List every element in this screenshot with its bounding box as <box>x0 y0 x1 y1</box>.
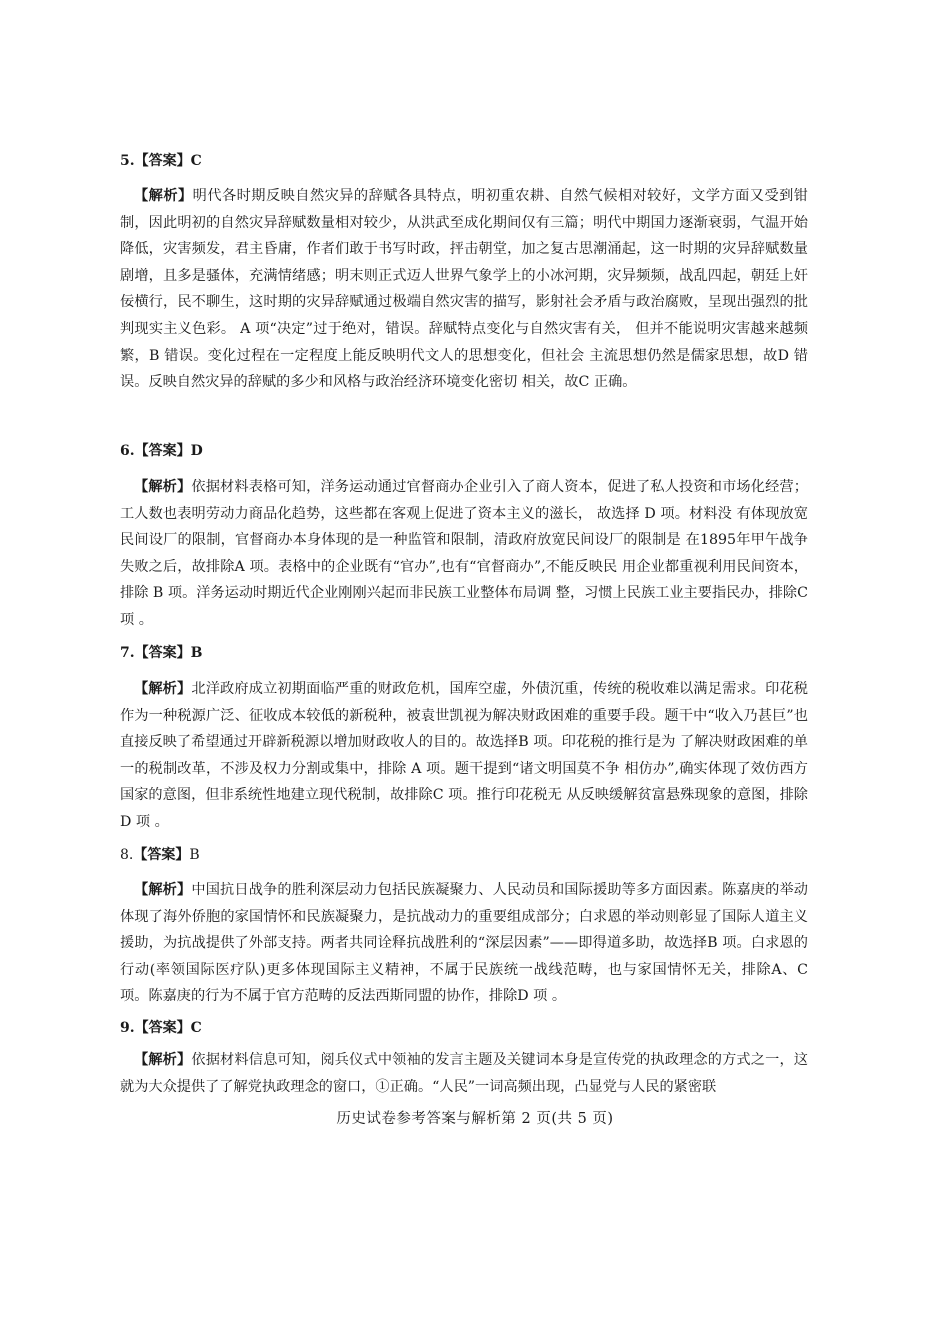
analysis-text: 中国抗日战争的胜利深层动力包括民族凝聚力、人民动员和国际援助等多方面因素。陈嘉庚的举动体现了海外侨胞的家国情怀和民族凝聚力，是抗战动力的重要组成部分；白求恩的举动则彰显了国际人道主义援助，为抗战提供了外部支持。两者共同诠释抗战胜利的“深层因素”——即得道多助，故选择B 项。白求恩的行动(率领国际医疗队)更多体现国际主义精神，不属于民族统一战线范畴，也与家国情怀无关，排除A、C 项。陈嘉庚的行为不属于官方范畴的反法西斯同盟的协作，排除D 项 。 <box>120 882 808 1005</box>
answer-line-7 <box>120 643 202 663</box>
analysis-paragraph-6 <box>120 474 808 634</box>
answer-label: 【答案】 <box>134 1020 191 1036</box>
answer-value: B <box>190 645 203 661</box>
analysis-paragraph-9 <box>120 1047 808 1100</box>
answer-label: 【答案】 <box>134 645 191 661</box>
analysis-text: 明代各时期反映自然灾异的辞赋各具特点，明初重农耕、自然气候相对较好，文学方面又受到钳制，因此明初的自然灾异辞赋数量相对较少，从洪武至成化期间仅有三篇；明代中期国力逐渐衰弱，气温开始降低，灾害频发，君主昏庸，作者们敢于书写时政，抨击朝堂，加之复古思潮涌起，这一时期的灾异辞赋数量剧增，且多是骚体，充满情绪感；明末则正式迈人世界气象学上的小冰河期，灾异频频，战乱四起，朝廷上奸佞横行，民不聊生，这时期的灾异辞赋通过极端自然灾害的描写，影射社会矛盾与政治腐败，呈现出强烈的批判现实主义色彩。 A 项“决定”过于绝对，错误。辞赋特点变化与自然灾害有关， 但并不能说明灾害越来越频繁，B 错误。变化过程在一定程度上能反映明代文人的思想变化，但社会 主流思想仍然是儒家思想，故D 错误。反映自然灾异的辞赋的多少和风格与政治经济环境变化密切 相关，故C 正确。 <box>120 188 808 391</box>
analysis-paragraph-7 <box>120 676 808 836</box>
analysis-label: 【解析】 <box>134 1052 192 1068</box>
question-number: 5. <box>120 153 135 169</box>
answer-value: D <box>190 443 203 459</box>
answer-line-6 <box>120 441 203 461</box>
answer-label: 【答案】 <box>133 847 190 863</box>
analysis-label: 【解析】 <box>134 681 192 697</box>
question-number: 6. <box>120 443 135 459</box>
answer-label: 【答案】 <box>134 153 191 169</box>
answer-value: C <box>190 153 202 169</box>
analysis-text: 北洋政府成立初期面临严重的财政危机，国库空虚，外债沉重，传统的税收难以满足需求。印花税作为一种税源广泛、征收成本较低的新税种，被袁世凯视为解决财政困难的重要手段。题干中“收入乃甚巨”也直接反映了希望通过开辟新税源以增加财政收人的目的。故选择B 项。印花税的推行是为 了解决财政困难的单一的税制改革，不涉及权力分割或集中，排除 A 项。题干提到“诸文明国莫不争 相仿办”,确实体现了效仿西方国家的意图，但非系统性地建立现代税制，故排除C 项。推行印花税无 从反映缓解贫富悬殊现象的意图，排除D 项 。 <box>120 681 808 830</box>
answer-line-8 <box>120 845 200 865</box>
answer-value: C <box>190 1020 202 1036</box>
analysis-paragraph-8 <box>120 877 808 1010</box>
page-footer: 历史试卷参考答案与解析第 2 页(共 5 页) <box>336 1111 614 1127</box>
answer-line-5 <box>120 151 202 171</box>
question-number: 7. <box>120 645 135 661</box>
analysis-paragraph-5 <box>120 183 808 396</box>
analysis-label: 【解析】 <box>134 882 192 898</box>
answer-value: B <box>189 847 200 863</box>
analysis-text: 依据材料表格可知，洋务运动通过官督商办企业引入了商人资本，促进了私人投资和市场化经营；工人数也表明劳动力商品化趋势，这些都在客观上促进了资本主义的滋长， 故选择 D 项。材料没 有体现放宽民间设厂的限制，官督商办本身体现的是一种监管和限制，清政府放宽民间设厂的限制是 在1895年甲午战争失败之后，故排除A 项。表格中的企业既有“官办”,也有“官督商办”,不能反映民 用企业都重视利用民间资本，排除 B 项。洋务运动时期近代企业刚刚兴起而非民族工业整体布局调 整，习惯上民族工业主要指民办，排除C 项 。 <box>120 479 808 628</box>
question-number: 9. <box>120 1020 135 1036</box>
answer-label: 【答案】 <box>134 443 191 459</box>
answer-line-9 <box>120 1018 202 1038</box>
question-number: 8. <box>120 847 134 863</box>
analysis-label: 【解析】 <box>134 479 192 495</box>
analysis-text: 依据材料信息可知，阅兵仪式中领袖的发言主题及关键词本身是宣传党的执政理念的方式之一，这就为大众提供了了解党执政理念的窗口，①正确。“人民”一词高频出现，凸显党与人民的紧密联 <box>120 1052 808 1095</box>
analysis-label: 【解析】 <box>134 188 193 204</box>
